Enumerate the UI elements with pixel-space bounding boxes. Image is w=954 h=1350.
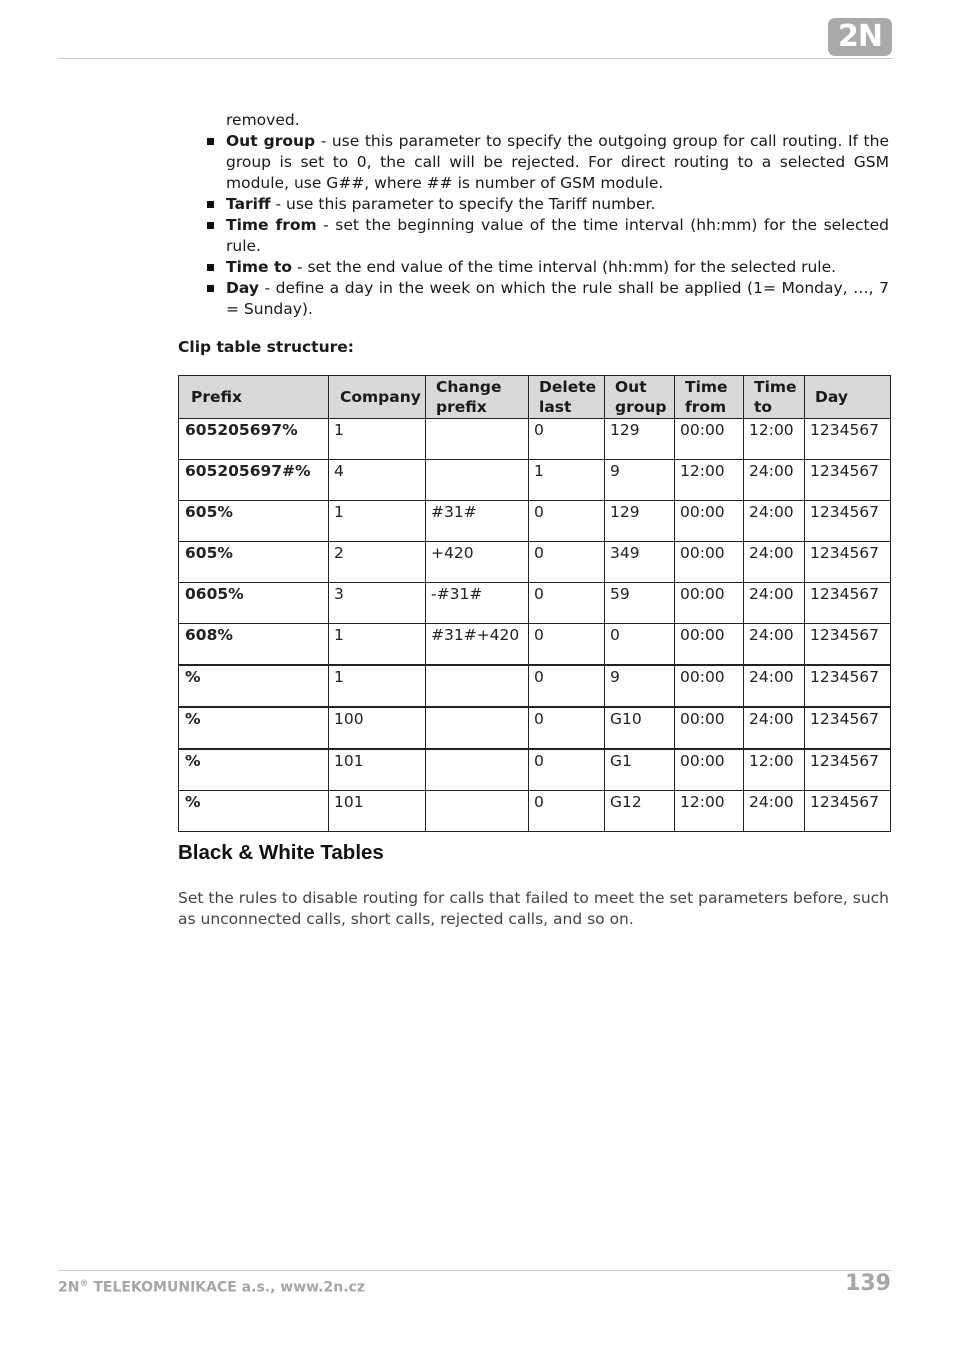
header-divider xyxy=(58,58,892,59)
cell-time-from: 00:00 xyxy=(675,624,744,666)
cell-time-to: 24:00 xyxy=(744,665,805,707)
header-change-prefix: Change prefix xyxy=(426,376,529,419)
cell-time-from: 00:00 xyxy=(675,419,744,460)
cell-time-from: 00:00 xyxy=(675,501,744,542)
cell-prefix: 0605% xyxy=(179,583,329,624)
cell-delete-last: 0 xyxy=(529,624,605,666)
cell-change-prefix: +420 xyxy=(426,542,529,583)
cell-change-prefix: #31#+420 xyxy=(426,624,529,666)
cell-out-group: 9 xyxy=(605,460,675,501)
cell-prefix: % xyxy=(179,665,329,707)
cell-delete-last: 0 xyxy=(529,665,605,707)
cell-out-group: 129 xyxy=(605,501,675,542)
cell-day: 1234567 xyxy=(805,707,891,749)
table-row xyxy=(179,583,891,624)
cell-company: 2 xyxy=(329,542,426,583)
footer-brand: 2N xyxy=(58,1279,80,1296)
list-item-term: Time from xyxy=(226,216,317,234)
cell-time-to: 24:00 xyxy=(744,583,805,624)
list-item-text: - define a day in the week on which the rule shall be applied (1= Monday, …, 7 = Sunday). xyxy=(226,279,889,318)
cell-time-to: 12:00 xyxy=(744,749,805,791)
table-row xyxy=(179,791,891,832)
table-row xyxy=(179,707,891,749)
cell-delete-last: 0 xyxy=(529,707,605,749)
header-time-to: Time to xyxy=(744,376,805,419)
section-paragraph: Set the rules to disable routing for calls that failed to meet the set parameters before, such as unconnected calls, short calls, rejected calls, and so on. xyxy=(178,889,889,928)
cell-day: 1234567 xyxy=(805,624,891,666)
cell-change-prefix xyxy=(426,419,529,460)
cell-time-to: 24:00 xyxy=(744,624,805,666)
cell-out-group: 0 xyxy=(605,624,675,666)
cell-time-from: 00:00 xyxy=(675,749,744,791)
cell-time-to: 24:00 xyxy=(744,542,805,583)
cell-time-to: 24:00 xyxy=(744,501,805,542)
cell-day: 1234567 xyxy=(805,419,891,460)
cell-prefix: % xyxy=(179,791,329,832)
header-company: Company xyxy=(329,376,426,419)
cell-out-group: 129 xyxy=(605,419,675,460)
bullet-square-icon xyxy=(207,264,214,271)
cell-day: 1234567 xyxy=(805,583,891,624)
header-out-group: Out group xyxy=(605,376,675,419)
cell-prefix: 605205697#% xyxy=(179,460,329,501)
cell-change-prefix: #31# xyxy=(426,501,529,542)
cell-delete-last: 0 xyxy=(529,583,605,624)
table-caption: Clip table structure: xyxy=(178,338,354,356)
cell-company: 3 xyxy=(329,583,426,624)
bullet-square-icon xyxy=(207,222,214,229)
cell-change-prefix: -#31# xyxy=(426,583,529,624)
cell-time-from: 12:00 xyxy=(675,460,744,501)
cell-day: 1234567 xyxy=(805,791,891,832)
table-row xyxy=(179,501,891,542)
list-item-text: - set the end value of the time interval (hh:mm) for the selected rule. xyxy=(292,258,837,276)
cell-day: 1234567 xyxy=(805,460,891,501)
cell-delete-last: 0 xyxy=(529,542,605,583)
page-number: 139 xyxy=(845,1271,891,1296)
header-time-from: Time from xyxy=(675,376,744,419)
bullet-square-icon xyxy=(207,138,214,145)
cell-prefix: 605% xyxy=(179,501,329,542)
cell-time-to: 24:00 xyxy=(744,707,805,749)
header-day: Day xyxy=(805,376,891,419)
cell-company: 1 xyxy=(329,624,426,666)
cell-company: 1 xyxy=(329,665,426,707)
footer-divider xyxy=(58,1270,892,1271)
footer-company-text: TELEKOMUNIKACE a.s., www.2n.cz xyxy=(88,1279,365,1296)
list-item xyxy=(226,194,889,215)
list-item-text: - set the beginning value of the time interval (hh:mm) for the selected rule. xyxy=(226,216,890,255)
section-heading: Black & White Tables xyxy=(178,841,384,864)
cell-time-from: 00:00 xyxy=(675,707,744,749)
cell-prefix: 605205697% xyxy=(179,419,329,460)
table-row xyxy=(179,624,891,666)
cell-change-prefix xyxy=(426,791,529,832)
cell-change-prefix xyxy=(426,460,529,501)
cell-day: 1234567 xyxy=(805,665,891,707)
cell-delete-last: 0 xyxy=(529,419,605,460)
cell-time-to: 12:00 xyxy=(744,419,805,460)
cell-time-from: 00:00 xyxy=(675,583,744,624)
cell-change-prefix xyxy=(426,707,529,749)
cell-day: 1234567 xyxy=(805,501,891,542)
list-item xyxy=(226,257,889,278)
cell-out-group: 9 xyxy=(605,665,675,707)
header-prefix: Prefix xyxy=(179,376,329,419)
cell-company: 1 xyxy=(329,419,426,460)
cell-change-prefix xyxy=(426,665,529,707)
cell-time-from: 00:00 xyxy=(675,665,744,707)
list-item-term: Tariff xyxy=(226,195,271,213)
list-item xyxy=(226,131,889,194)
footer-company xyxy=(58,1279,365,1296)
cell-time-to: 24:00 xyxy=(744,460,805,501)
table-row xyxy=(179,460,891,501)
bullet-square-icon xyxy=(207,285,214,292)
list-item-text: - use this parameter to specify the Tariff number. xyxy=(270,195,656,213)
list-item xyxy=(226,278,889,320)
list-item-term: Out group xyxy=(226,132,316,150)
cell-time-from: 00:00 xyxy=(675,542,744,583)
clip-table xyxy=(178,375,891,832)
cell-out-group: G1 xyxy=(605,749,675,791)
cell-prefix: 605% xyxy=(179,542,329,583)
cell-company: 101 xyxy=(329,749,426,791)
registered-mark: ® xyxy=(79,1279,89,1289)
cell-delete-last: 0 xyxy=(529,501,605,542)
cell-company: 101 xyxy=(329,791,426,832)
cell-delete-last: 1 xyxy=(529,460,605,501)
table-row xyxy=(179,749,891,791)
cell-prefix: % xyxy=(179,707,329,749)
cell-prefix: % xyxy=(179,749,329,791)
cell-out-group: G10 xyxy=(605,707,675,749)
cell-time-from: 12:00 xyxy=(675,791,744,832)
list-item xyxy=(226,215,889,257)
cell-company: 4 xyxy=(329,460,426,501)
list-item-term: Day xyxy=(226,279,259,297)
list-item-term: Time to xyxy=(226,258,293,276)
company-logo: 2N xyxy=(828,18,892,56)
cell-day: 1234567 xyxy=(805,749,891,791)
cell-delete-last: 0 xyxy=(529,791,605,832)
cell-out-group: G12 xyxy=(605,791,675,832)
header-delete-last: Delete last xyxy=(529,376,605,419)
cell-day: 1234567 xyxy=(805,542,891,583)
table-row xyxy=(179,542,891,583)
table-header-row xyxy=(179,376,891,419)
bullet-square-icon xyxy=(207,201,214,208)
cell-out-group: 59 xyxy=(605,583,675,624)
cell-company: 1 xyxy=(329,501,426,542)
parameter-list xyxy=(226,110,889,320)
table-row xyxy=(179,665,891,707)
cell-prefix: 608% xyxy=(179,624,329,666)
cell-company: 100 xyxy=(329,707,426,749)
cell-delete-last: 0 xyxy=(529,749,605,791)
table-row xyxy=(179,419,891,460)
cell-out-group: 349 xyxy=(605,542,675,583)
cell-change-prefix xyxy=(426,749,529,791)
list-item-text: - use this parameter to specify the outgoing group for call routing. If the group is set to 0, the call will be rejected. For direct routing to a selected GSM module, use G##, where ## is number of GSM module. xyxy=(226,132,889,192)
continued-text: removed. xyxy=(226,111,300,129)
cell-time-to: 24:00 xyxy=(744,791,805,832)
